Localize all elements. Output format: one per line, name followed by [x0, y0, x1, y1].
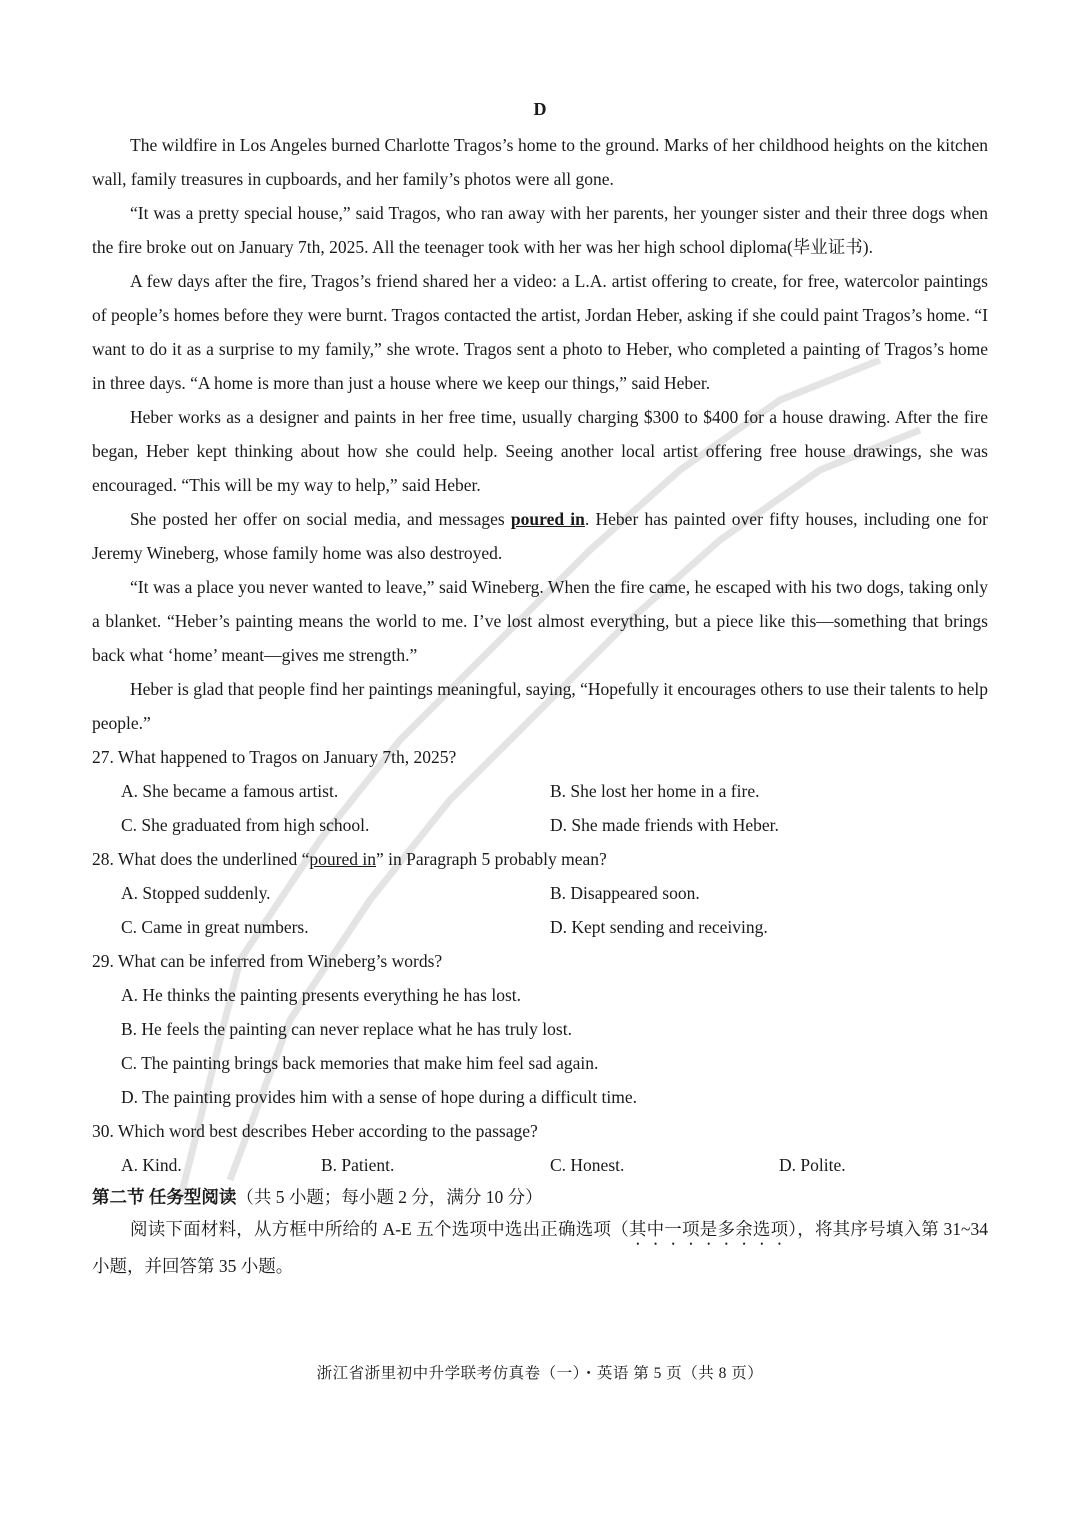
para5-before: She posted her offer on social media, and messages — [130, 509, 511, 529]
passage-paragraph-7: Heber is glad that people find her paintings meaningful, saying, “Hopefully it encourages others to use their talents to help people.” — [92, 679, 988, 733]
passage-paragraph-2: “It was a pretty special house,” said Tragos, who ran away with her parents, her younger sister and their three dogs when the fire broke out on January 7th, 2025. All the teenager took with her was her high school diploma(毕业证书). — [92, 203, 988, 257]
option-27-c: C. She graduated from high school. — [121, 815, 370, 835]
question-30-options — [92, 1148, 988, 1182]
option-29-a: A. He thinks the painting presents everything he has lost. — [121, 985, 521, 1005]
question-27-options — [92, 774, 988, 842]
option-28-b: B. Disappeared soon. — [550, 883, 700, 903]
section-2-heading — [92, 1182, 988, 1212]
question-28-stem — [92, 842, 988, 876]
instr-before: 阅读下面材料，从方框中所给的 A-E 五个选项中选出正确选项（ — [130, 1219, 629, 1239]
section-2-instructions — [92, 1212, 988, 1283]
exam-page — [92, 94, 988, 1283]
q28-stem-before: 28. What does the underlined “ — [92, 849, 310, 869]
section-2-note: （共 5 小题；每小题 2 分，满分 10 分） — [236, 1187, 543, 1207]
option-29-b: B. He feels the painting can never replace what he has truly lost. — [121, 1019, 572, 1039]
section-letter: D — [533, 99, 547, 119]
passage-paragraph-5 — [92, 502, 988, 570]
instr-after: ），将其序号填入第 31~34 小题，并回答第 35 小题。 — [92, 1219, 989, 1276]
q28-stem-after: ” in Paragraph 5 probably mean? — [376, 849, 607, 869]
option-29-c: C. The painting brings back memories that make him feel sad again. — [121, 1053, 599, 1073]
option-27-a: A. She became a famous artist. — [121, 781, 339, 801]
option-28-d: D. Kept sending and receiving. — [550, 917, 768, 937]
passage-paragraph-3: A few days after the fire, Tragos’s friend shared her a video: a L.A. artist offering to create, for free, watercolor paintings of people’s homes before they were burnt. Tragos contacted the artist, Jordan Heber, asking if she could paint Tragos’s home. “I want to do it as a surprise to my family,” she wrote. Tragos sent a photo to Heber, who completed a painting of Tragos’s home in three days. “A home is more than just a house where we keep our things,” said Heber. — [92, 271, 988, 393]
passage-paragraph-1: The wildfire in Los Angeles burned Charlotte Tragos’s home to the ground. Marks of her childhood heights on the kitchen wall, family treasures in cupboards, and her family’s photos were all gone. — [92, 135, 988, 189]
passage-paragraph-6: “It was a place you never wanted to leave,” said Wineberg. When the fire came, he escaped with his two dogs, taking only a blanket. “Heber’s painting means the world to me. I’ve lost almost everything, but a piece like this—something that brings back what ‘home’ meant—gives me strength.” — [92, 577, 988, 665]
para5-after: . Heber has painted over fifty houses, including one for Jeremy Wineberg, whose family home was also destroyed. — [92, 509, 988, 563]
option-30-c: C. Honest. — [550, 1155, 625, 1175]
question-27-stem: 27. What happened to Tragos on January 7th, 2025? — [92, 747, 457, 767]
option-28-c: C. Came in great numbers. — [121, 917, 309, 937]
section-2-title: 第二节 任务型阅读 — [92, 1187, 237, 1207]
instr-emphasis: 其中一项是多余选项 — [628, 1219, 789, 1239]
question-28-options — [92, 876, 988, 944]
option-29-d: D. The painting provides him with a sense of hope during a difficult time. — [121, 1087, 637, 1107]
q28-stem-underlined: poured in — [309, 849, 376, 869]
question-30-stem: 30. Which word best describes Heber according to the passage? — [92, 1121, 538, 1141]
question-29-stem: 29. What can be inferred from Wineberg’s words? — [92, 951, 443, 971]
option-28-a: A. Stopped suddenly. — [121, 883, 271, 903]
passage-paragraph-4: Heber works as a designer and paints in her free time, usually charging $300 to $400 for a house drawing. After the fire began, Heber kept thinking about how she could help. Seeing another local artist offering free house drawings, she was encouraged. “This will be my way to help,” said Heber. — [92, 407, 988, 495]
option-30-a: A. Kind. — [121, 1155, 182, 1175]
option-27-b: B. She lost her home in a fire. — [550, 781, 760, 801]
page-footer: 浙江省浙里初中升学联考仿真卷（一）・英语 第 5 页（共 8 页） — [316, 1365, 764, 1382]
option-30-b: B. Patient. — [321, 1155, 395, 1175]
underlined-phrase: poured in — [510, 509, 585, 529]
option-30-d: D. Polite. — [779, 1155, 846, 1175]
option-27-d: D. She made friends with Heber. — [550, 815, 779, 835]
